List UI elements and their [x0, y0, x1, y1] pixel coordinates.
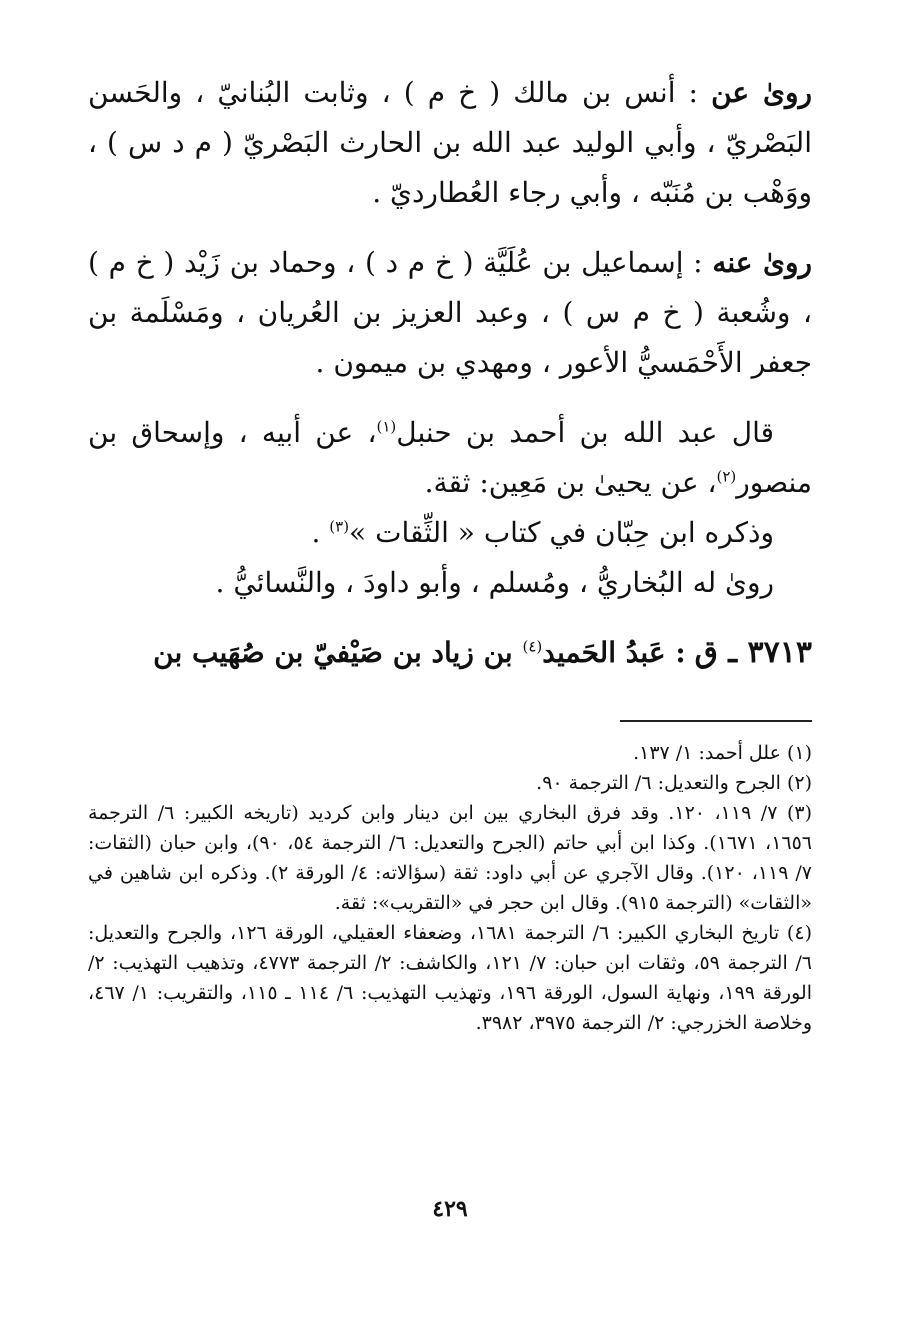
footnote-ref-4[interactable]: (٤) [522, 637, 543, 656]
main-text [88, 68, 812, 678]
ibn-hibban-text: وذكره ابن حِبّان في كتاب « الثِّقات » [349, 516, 774, 549]
narrated-by-text: : إسماعيل بن عُلَيَّة ( خ م د ) ، وحماد بن زَيْد ( خ م ) ، وشُعبة ( خ م س ) ، وعبد العزيز بن العُريان ، ومَسْلَمة بن جعفر الأَحْمَسيُّ الأعور ، ومهدي بن ميمون . [88, 246, 812, 379]
footnote-ref-3[interactable]: (٣) [329, 517, 350, 536]
page-number: ٤٢٩ [432, 1196, 468, 1222]
footnote-3: (٣) ٧/ ١١٩، ١٢٠. وقد فرق البخاري بين ابن دينار وابن كرديد (تاريخه الكبير: ٦/ الترجمة ١٦٥٦، ١٦٧١). وكذا ابن أبي حاتم (الجرح والتعديل: ٦/ الترجمة ٥٤، ٩٠)، وابن حبان (الثقات: ٧/ ١١٩، ١٢٠). وقال الآجري عن أبي داود: ثقة (سؤالاته: ٤/ الورقة ٢). وذكره ابن شاهين في «الثقات» (الترجمة ٩١٥). وقال ابن حجر في «التقريب»: ثقة. [88, 802, 813, 914]
entry-name: : عَبدُ الحَميد [542, 636, 686, 669]
narrated-for-paragraph: روىٰ له البُخاريُّ ، ومُسلم ، وأبو داودَ ، والنَّسائيُّ . [215, 566, 774, 599]
narrated-by-heading: روىٰ عنه [712, 246, 812, 279]
footnote-1: (١) علل أحمد: ١/ ١٣٧. [633, 742, 812, 764]
footnote-divider [620, 720, 812, 722]
grading-text-a: قال عبد الله بن أحمد بن حنبل [396, 416, 774, 449]
grading-text-c: ، عن يحيىٰ بن مَعِين: ثقة. [424, 466, 717, 499]
narrated-by-paragraph [88, 238, 812, 388]
grading-paragraph [88, 408, 812, 508]
narrated-from-text: : أنس بن مالك ( خ م ) ، وثابت البُنانيّ ، والحَسن البَصْريّ ، وأبي الوليد عبد الله بن الحارث البَصْريّ ( م د س ) ، ووَهْب بن مُنَبّه ، وأبي رجاء العُطارديّ . [88, 76, 812, 209]
footnotes [88, 738, 812, 1038]
narrated-from-heading: روىٰ عن [711, 76, 813, 109]
entry-lineage: بن زياد بن صَيْفيّ بن صُهَيب بن [153, 636, 523, 669]
ibn-hibban-end: . [311, 516, 330, 549]
entry-paragraph [88, 628, 812, 678]
entry-number: ٣٧١٣ ـ ق [694, 635, 812, 670]
footnote-ref-2[interactable]: (٢) [716, 467, 737, 486]
ibn-hibban-paragraph [88, 508, 812, 558]
grading-text-b: ، عن أبيه ، وإسحاق بن منصور [88, 416, 812, 499]
footnote-4: (٤) تاريخ البخاري الكبير: ٦/ الترجمة ١٦٨١، وضعفاء العقيلي، الورقة ١٢٦، والجرح والتعديل: ٦/ الترجمة ٥٩، وثقات ابن حبان: ٧/ ١٢١، والكاشف: ٢/ الترجمة ٤٧٧٣، وتذهيب التهذيب: ٢/ الورقة ١٩٩، ونهاية السول، الورقة ١٩٦، وتهذيب التهذيب: ٦/ ١١٤ ـ ١١٥، والتقريب: ١/ ٤٦٧، وخلاصة الخزرجي: ٢/ الترجمة ٣٩٧٥، ٣٩٨٢. [88, 922, 813, 1034]
footnote-2: (٢) الجرح والتعديل: ٦/ الترجمة ٩٠. [536, 772, 812, 794]
footnote-ref-1[interactable]: (١) [376, 417, 397, 436]
narrated-from-paragraph [88, 68, 812, 218]
